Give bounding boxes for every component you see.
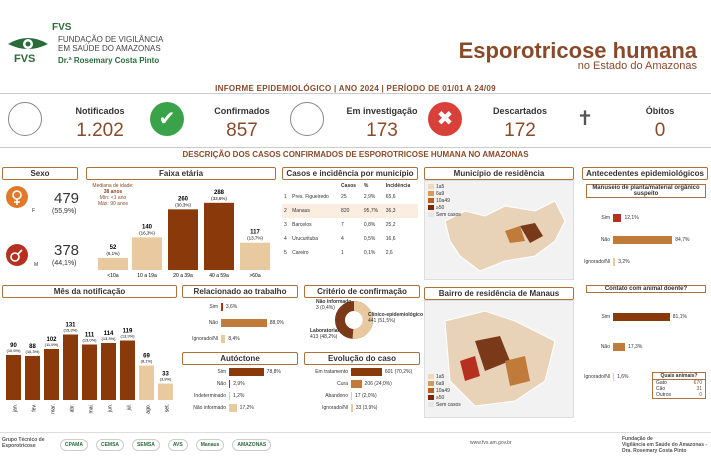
footer-logos bbox=[60, 436, 480, 454]
mes-bar bbox=[101, 343, 116, 400]
mes-category: mai. bbox=[88, 404, 95, 414]
legend-item: ≥50 bbox=[428, 205, 461, 212]
mes-value: 119 bbox=[122, 328, 133, 335]
bar-row: Ignorado/Nl 33 (3,9%) bbox=[322, 405, 378, 411]
mes-value: 131 bbox=[65, 322, 76, 329]
municipality-table: Casos % Incidência 1 Pres. Figueiredo 25 2,9% 65,6 2 Manaus 820 95,7% 36,3 3 Barcelos 7 0,8% 25,2 4 Urucurituba 4 0,5% 16,6 5 Careiro 1 0,1% 2,6 bbox=[282, 182, 418, 260]
mes-title: Mês da notificação bbox=[2, 285, 177, 298]
mes-category: mar. bbox=[50, 404, 57, 414]
org-short: FVS bbox=[52, 22, 72, 33]
bar bbox=[613, 236, 672, 244]
bar bbox=[229, 368, 264, 376]
kpi-value: 0 bbox=[654, 120, 666, 141]
mes-bar bbox=[82, 345, 97, 401]
svg-text:FVS: FVS bbox=[14, 53, 36, 64]
sex-m-pct: (44,1%) bbox=[52, 260, 77, 267]
male-icon bbox=[6, 244, 28, 266]
mes-bar bbox=[63, 335, 78, 401]
map-bairro-title: Bairro de residência de Manaus bbox=[424, 287, 574, 300]
check-icon: ✔ bbox=[150, 102, 184, 136]
mes-chart bbox=[2, 300, 177, 416]
mes-pct: (10,5%) bbox=[6, 348, 21, 353]
map-municipio-title: Município de residência bbox=[424, 167, 574, 180]
map-bairro-legend bbox=[428, 374, 461, 409]
evolucao-chart bbox=[304, 366, 420, 414]
kpi-value: 172 bbox=[504, 120, 536, 141]
mes-pct: (11,9%) bbox=[44, 342, 59, 347]
sex-m-letter: M bbox=[34, 262, 39, 268]
bulletin-title: INFORME EPIDEMIOLÓGICO | ANO 2024 | PERÍODO DE 01/01 A 24/09 bbox=[215, 84, 496, 93]
notes-icon bbox=[8, 102, 42, 136]
legend-item: ≥50 bbox=[428, 395, 461, 402]
mes-category: fev. bbox=[31, 404, 38, 412]
footer-logo: SEMSA bbox=[132, 439, 160, 451]
evolucao-title: Evolução do caso bbox=[304, 352, 420, 365]
faixa-category: >60a bbox=[249, 273, 261, 279]
faixa-pct: (33,6%) bbox=[211, 195, 227, 201]
footer-logo: AVS bbox=[168, 439, 188, 451]
footer-group: Grupo Técnico de Esporotricose bbox=[2, 437, 45, 449]
q2-title: Contato com animal doente? bbox=[586, 285, 706, 293]
sex-f-value: 479 bbox=[54, 190, 80, 207]
mes-category: ago. bbox=[145, 404, 152, 414]
bar bbox=[229, 392, 230, 400]
table-row: 2 Manaus 820 95,7% 36,3 bbox=[282, 204, 418, 218]
mes-bar bbox=[139, 366, 154, 401]
footer-contact[interactable]: www.fvs.am.gov.br bbox=[470, 440, 512, 446]
table-row: 5 Careiro 1 0,1% 2,6 bbox=[284, 250, 393, 256]
mes-pct: (3,9%) bbox=[159, 376, 172, 382]
bar bbox=[229, 380, 230, 388]
table-row: 1 Pres. Figueiredo 25 2,9% 65,6 bbox=[284, 194, 396, 200]
bar-row: Sim 12,1% bbox=[601, 215, 639, 221]
mes-pct: (8,1%) bbox=[140, 358, 153, 364]
criterio-lab: Laboratorial 413 (48,2%) bbox=[310, 328, 339, 340]
antecedentes-title: Antecedentes epidemiológicos bbox=[582, 167, 708, 180]
kpi-label: Descartados bbox=[492, 106, 548, 116]
bar bbox=[229, 404, 237, 412]
faixa-pct: (6,1%) bbox=[106, 250, 120, 256]
bar bbox=[351, 392, 352, 400]
q1-chart bbox=[584, 207, 708, 273]
kpi-label: Confirmados bbox=[214, 106, 270, 116]
fvs-logo-icon bbox=[6, 30, 50, 64]
kpi-label: Em investigação bbox=[346, 106, 418, 116]
bar bbox=[351, 380, 362, 388]
mes-category: abr. bbox=[69, 404, 76, 413]
x-icon: ✖ bbox=[428, 102, 462, 136]
table-row: 3 Barcelos 7 0,8% 25,2 bbox=[284, 222, 396, 228]
faixa-bar bbox=[240, 243, 270, 270]
bar-row: Sim 78,8% bbox=[217, 369, 281, 375]
mes-value: 33 bbox=[162, 371, 169, 378]
mes-category: jun. bbox=[107, 404, 114, 413]
bar-row: Não 84,7% bbox=[600, 237, 690, 243]
mes-bar bbox=[44, 349, 59, 400]
footer-logo: Manaus bbox=[196, 439, 225, 451]
bar-row: Ignorado/Nl 8,4% bbox=[192, 336, 240, 342]
bar-row: Sim 3,6% bbox=[209, 304, 238, 310]
mes-value: 102 bbox=[46, 337, 57, 343]
mes-bar bbox=[158, 384, 173, 401]
legend-item: Sem casos bbox=[428, 402, 461, 409]
org-director: Dr.ª Rosemary Costa Pinto bbox=[58, 56, 160, 65]
trabalho-title: Relacionado ao trabalho bbox=[182, 285, 298, 298]
faixa-bar bbox=[204, 203, 234, 270]
mes-value: 88 bbox=[29, 344, 36, 350]
faixa-bar bbox=[168, 209, 198, 270]
faixa-title: Faixa etária bbox=[86, 167, 276, 180]
animal-row: Gato 670 bbox=[656, 380, 702, 386]
bar-row: Ignorado/Nl 3,2% bbox=[584, 259, 630, 265]
mes-value: 114 bbox=[103, 331, 114, 337]
mes-value: 69 bbox=[143, 353, 150, 360]
mes-pct: (15,3%) bbox=[63, 327, 78, 333]
legend-item: 1a5 bbox=[428, 374, 461, 381]
mes-pct: (10,3%) bbox=[25, 349, 40, 354]
bar bbox=[221, 303, 223, 311]
faixa-pct: (13,7%) bbox=[247, 235, 263, 241]
sexo-title: Sexo bbox=[2, 167, 78, 180]
autoctone-chart bbox=[182, 366, 298, 414]
faixa-value: 52 bbox=[109, 244, 117, 251]
autoctone-title: Autóctone bbox=[182, 352, 298, 365]
mes-value: 111 bbox=[84, 332, 95, 339]
mes-value: 90 bbox=[10, 343, 17, 349]
bar bbox=[221, 319, 267, 327]
animal-row: Outros 0 bbox=[656, 392, 702, 398]
bar-row: Sim 81,1% bbox=[601, 314, 687, 320]
table-title: Casos e incidência por município bbox=[282, 167, 418, 180]
faixa-value: 117 bbox=[250, 229, 260, 236]
faixa-bar bbox=[98, 258, 128, 270]
mes-category: jan. bbox=[12, 404, 19, 413]
footer-logo: AMAZONAS bbox=[232, 439, 271, 451]
kpi-label: Notificados bbox=[75, 106, 125, 116]
bar bbox=[613, 258, 615, 266]
trabalho-chart bbox=[182, 299, 298, 347]
bar bbox=[351, 404, 353, 412]
mes-bar bbox=[6, 355, 21, 400]
bar bbox=[613, 373, 614, 381]
kpi-label: Óbitos bbox=[645, 106, 675, 116]
female-icon bbox=[6, 186, 28, 208]
sex-f-letter: F bbox=[32, 208, 36, 214]
legend-item: 10a49 bbox=[428, 388, 461, 395]
page-subtitle: no Estado do Amazonas bbox=[577, 60, 697, 72]
bar bbox=[613, 313, 670, 321]
kpi-value: 1.202 bbox=[76, 120, 124, 141]
faixa-pct: (16,3%) bbox=[139, 230, 155, 236]
criterio-clin: Clínico-epidemiológico 441 (51,5%) bbox=[368, 312, 424, 324]
bar-row: Não 88,0% bbox=[208, 320, 284, 326]
sex-f-pct: (55,9%) bbox=[52, 208, 77, 215]
bar-row: Não informado 17,2% bbox=[193, 405, 254, 411]
mes-category: jul. bbox=[126, 404, 133, 411]
q1-title: Manuseio de planta/material orgânico suspeito bbox=[586, 184, 706, 198]
faixa-bar bbox=[132, 237, 162, 270]
search-doc-icon bbox=[290, 102, 324, 136]
mes-category: set. bbox=[164, 404, 171, 413]
sex-m-value: 378 bbox=[54, 242, 80, 259]
mes-bar bbox=[120, 341, 135, 401]
faixa-value: 140 bbox=[141, 224, 153, 231]
table-row: 4 Urucurituba 4 0,5% 16,6 bbox=[284, 236, 396, 242]
bar-row: Ignorado/Nl 1,6% bbox=[584, 374, 629, 380]
faixa-category: 40 a 59a bbox=[209, 273, 229, 279]
criterio-title: Critério de confirmação bbox=[304, 285, 420, 298]
section-title: DESCRIÇÃO DOS CASOS CONFIRMADOS DE ESPOROTRICOSE HUMANA NO AMAZONAS bbox=[182, 150, 529, 159]
median-box: Mediana de idade: 38 anos Mín: <1 ano Máx: 90 anos bbox=[92, 183, 134, 207]
bar-row: Em tratamento 601 (70,2%) bbox=[315, 369, 413, 375]
faixa-value: 260 bbox=[177, 196, 189, 203]
bar bbox=[613, 343, 625, 351]
faixa-category: <10a bbox=[107, 273, 119, 279]
faixa-chart bbox=[88, 182, 276, 280]
bar-row: Cura 206 (24,0%) bbox=[337, 381, 392, 387]
footer-logo: CPAMA bbox=[60, 439, 88, 451]
legend-item: 10a49 bbox=[428, 198, 461, 205]
kpi-value: 173 bbox=[366, 120, 398, 141]
faixa-value: 288 bbox=[213, 189, 225, 196]
bar bbox=[613, 214, 621, 222]
bar-row: Não 17,3% bbox=[600, 344, 643, 350]
legend-item: 6a9 bbox=[428, 381, 461, 388]
mes-bar bbox=[25, 356, 40, 400]
footer-logo: CEMSA bbox=[96, 439, 124, 451]
footer-fvs: Fundação de Vigilância em Saúde do Amazonas - Dra. Rosemary Costa Pinto bbox=[622, 436, 708, 454]
animal-row: Cão 31 bbox=[656, 386, 702, 392]
kpi-value: 857 bbox=[226, 120, 258, 141]
legend-item: 1a5 bbox=[428, 184, 461, 191]
bar bbox=[351, 368, 382, 376]
org-name: FUNDAÇÃO DE VIGILÂNCIA EM SAÚDE DO AMAZONAS bbox=[58, 35, 164, 53]
map-municipio-legend bbox=[428, 184, 461, 219]
bar-row: Não 2,9% bbox=[216, 381, 245, 387]
bar bbox=[221, 335, 225, 343]
faixa-category: 10 a 19a bbox=[137, 273, 157, 279]
mes-pct: (13,3%) bbox=[101, 336, 116, 341]
legend-item: Sem casos bbox=[428, 212, 461, 219]
faixa-pct: (30,3%) bbox=[175, 202, 191, 208]
mes-pct: (13,9%) bbox=[120, 333, 135, 339]
bar-row: Abandono 17 (2,0%) bbox=[325, 393, 377, 399]
animals-box: Quais animais? Gato 670 Cão 31 Outros 0 bbox=[652, 372, 706, 399]
page-title: Esporotricose humana bbox=[458, 38, 697, 63]
mes-pct: (13,0%) bbox=[82, 337, 97, 343]
legend-item: 6a9 bbox=[428, 191, 461, 198]
faixa-category: 20 a 39a bbox=[173, 273, 193, 279]
criterio-ni: Não informado 3 (0,4%) bbox=[316, 299, 352, 311]
bar-row: Indeterminado 1,2% bbox=[194, 393, 245, 399]
cross-icon: ✝ bbox=[568, 102, 602, 136]
